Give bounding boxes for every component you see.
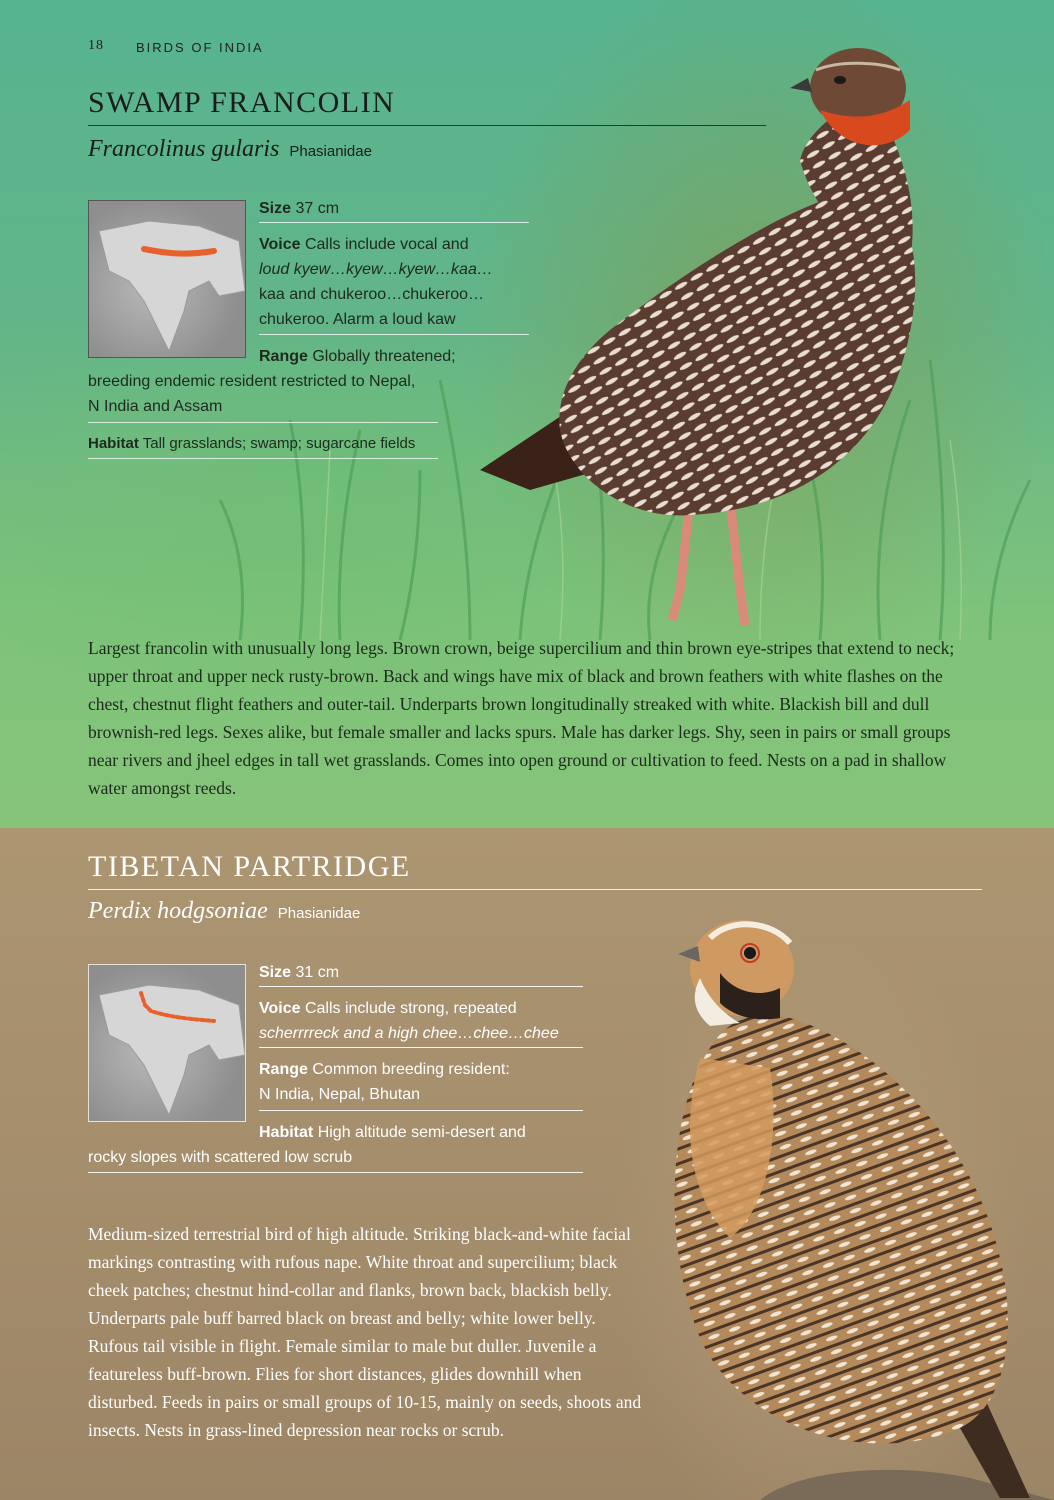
species-description: Largest francolin with unusually long legs. Brown crown, beige supercilium and thin brown eye-stripes that extend to neck; upper throat and upper neck rusty-brown. Back and wings have mix of black and brown feathers with white flashes on the chest, chestnut flight feathers and outer-tail. Underparts brown longitudinally streaked with white. Blackish bill and dull brownish-red legs. Sexes alike, but female smaller and lacks spurs. Male has darker legs. Shy, seen in pairs or small groups near rivers and jheel edges in tall wet grasslands. Comes into open ground or cultivation to feed. Nests on a pad in shallow water amongst reeds. xyxy=(88,638,955,798)
swamp-francolin-photo xyxy=(440,30,940,630)
tibetan-partridge-photo xyxy=(640,908,1054,1500)
title-divider xyxy=(88,889,982,890)
size-label: Size xyxy=(259,964,292,981)
fact-size xyxy=(259,196,339,221)
size-label: Size xyxy=(259,200,292,217)
voice-line-2: scherrrreck and a high chee…chee…chee xyxy=(259,1025,559,1042)
voice-text: Calls include vocal and xyxy=(304,236,469,253)
voice-line-3: kaa and chukeroo…chukeroo… xyxy=(259,286,485,303)
scientific-name-text: Francolinus gularis xyxy=(88,136,280,162)
fact-range xyxy=(259,1057,510,1107)
species-title: SWAMP FRANCOLIN xyxy=(88,86,396,119)
fact-range-cont xyxy=(88,369,415,419)
range-text: Common breeding resident: xyxy=(312,1061,510,1078)
range-line-1 xyxy=(259,1057,510,1082)
fact-divider xyxy=(259,1110,583,1111)
fact-divider xyxy=(88,458,438,459)
fact-voice xyxy=(259,996,559,1046)
fact-range xyxy=(259,344,456,369)
range-text: Globally threatened; xyxy=(312,348,456,365)
range-label: Range xyxy=(259,348,308,365)
family-name: Phasianidae xyxy=(289,143,372,160)
fact-habitat xyxy=(88,431,415,456)
page-number: 18 xyxy=(88,38,104,53)
size-value: 37 cm xyxy=(295,200,340,217)
range-map xyxy=(88,200,246,358)
running-title: BIRDS OF INDIA xyxy=(136,40,264,55)
voice-line-4: chukeroo. Alarm a loud kaw xyxy=(259,311,456,328)
species-description: Medium-sized terrestrial bird of high altitude. Striking black-and-white facial markings contrasting with rufous nape. White throat and supercilium; black cheek patches; chestnut hind-collar and flanks, brown back, blackish belly. Underparts pale buff barred black on breast and belly; white lower belly. Rufous tail visible in flight. Female similar to male but duller. Juvenile a featureless buff-brown. Flies for short distances, glides downhill when disturbed. Feeds in pairs or small groups of 10-15, mainly on seeds, shoots and insects. Nests in grass-lined depression near rocks or scrub. xyxy=(88,1224,642,1440)
fact-divider xyxy=(88,422,438,423)
voice-line-1 xyxy=(259,232,493,257)
scientific-name xyxy=(88,136,372,163)
range-line-3: N India and Assam xyxy=(88,398,223,415)
india-map-graphic xyxy=(89,201,245,357)
title-divider xyxy=(88,125,766,126)
india-map-graphic xyxy=(89,965,245,1121)
fact-divider xyxy=(259,222,529,223)
fact-habitat xyxy=(259,1120,526,1145)
range-line-2: N India, Nepal, Bhutan xyxy=(259,1086,420,1103)
fact-divider xyxy=(259,1047,583,1048)
range-line-2: breeding endemic resident restricted to Nepal, xyxy=(88,373,416,390)
range-map xyxy=(88,964,246,1122)
range-label: Range xyxy=(259,1061,308,1078)
voice-line-2: loud kyew…kyew…kyew…kaa… xyxy=(259,261,493,278)
voice-text: Calls include strong, repeated xyxy=(304,1000,517,1017)
species-title: TIBETAN PARTRIDGE xyxy=(88,850,411,883)
species-section-tibetan-partridge xyxy=(0,828,1054,1500)
voice-label: Voice xyxy=(259,236,301,253)
habitat-label: Habitat xyxy=(88,435,139,452)
scientific-name xyxy=(88,898,360,925)
fact-habitat-cont: rocky slopes with scattered low scrub xyxy=(88,1149,353,1166)
fact-voice xyxy=(259,232,493,332)
voice-line-1 xyxy=(259,996,559,1021)
fact-divider xyxy=(88,1172,583,1173)
habitat-text: High altitude semi-desert and xyxy=(317,1124,526,1141)
habitat-text: Tall grasslands; swamp; sugarcane fields xyxy=(142,435,416,452)
habitat-label: Habitat xyxy=(259,1124,314,1141)
scientific-name-text: Perdix hodgsoniae xyxy=(88,898,268,924)
fact-divider xyxy=(259,334,529,335)
fact-divider xyxy=(259,986,583,987)
family-name: Phasianidae xyxy=(277,905,361,922)
fact-size xyxy=(259,960,339,985)
voice-label: Voice xyxy=(259,1000,301,1017)
size-value: 31 cm xyxy=(295,964,340,981)
